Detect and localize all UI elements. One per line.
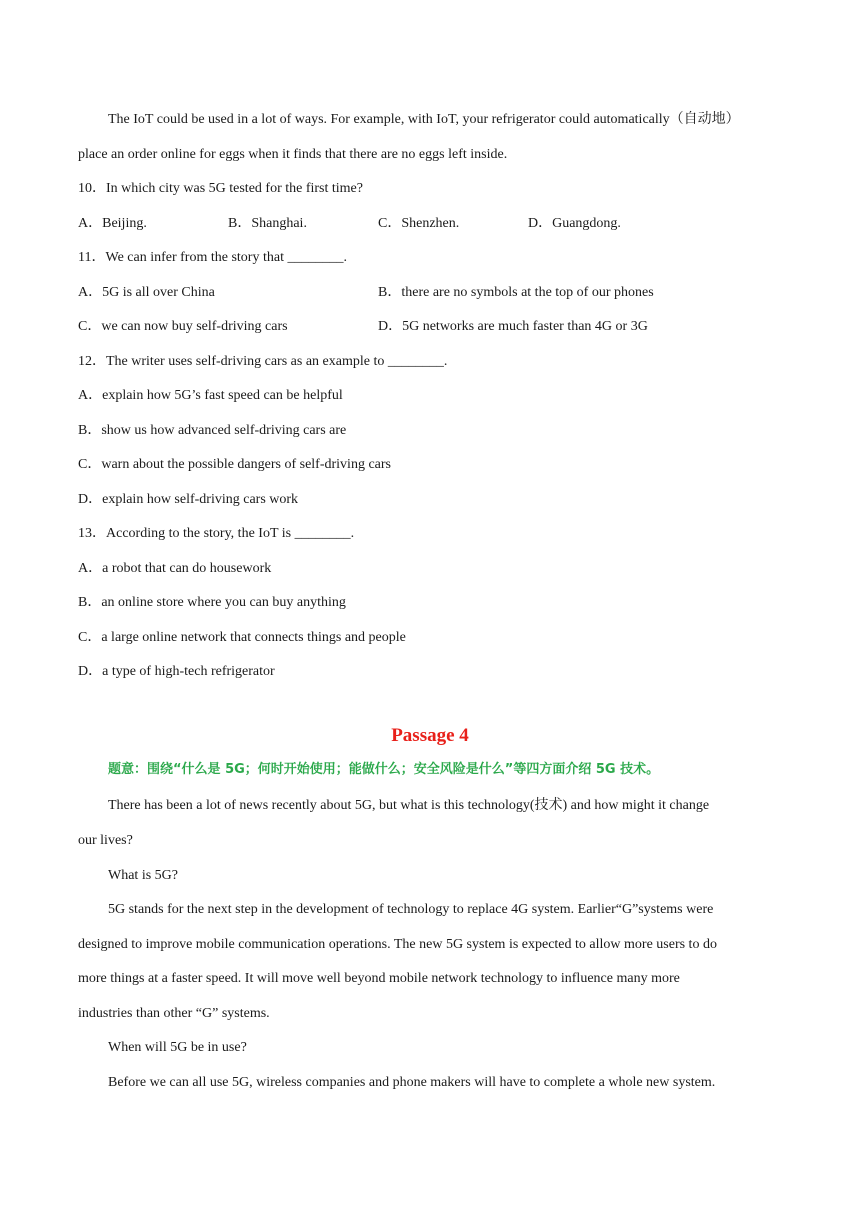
passage-text-line: place an order online for eggs when it finds that there are no eggs left inside. [78, 147, 508, 162]
question-12-option-a: A．explain how 5G’s fast speed can be helpful [78, 388, 343, 403]
question-12-stem: 12．The writer uses self-driving cars as an example to ________. [78, 354, 448, 369]
question-10-option-c: C．Shenzhen. [378, 216, 460, 231]
question-13-stem: 13．According to the story, the IoT is ________. [78, 526, 355, 541]
question-12-option-d: D．explain how self-driving cars work [78, 492, 299, 507]
question-10-option-b: B．Shanghai. [228, 216, 307, 231]
question-10-option-d: D．Guangdong. [528, 216, 621, 231]
passage-text-line: Before we can all use 5G, wireless companies and phone makers will have to complete a whole new system. [108, 1075, 716, 1090]
passage-title: Passage 4 [391, 725, 469, 746]
passage-text-line: designed to improve mobile communication operations. The new 5G system is expected to allow more users to do [78, 937, 717, 952]
question-10-stem: 10．In which city was 5G tested for the first time? [78, 181, 363, 196]
passage-summary: 题意：围绕“什么是 5G；何时开始使用；能做什么；安全风险是什么”等四方面介绍 5G 技术。 [108, 762, 660, 777]
question-12-option-b: B．show us how advanced self-driving cars are [78, 423, 347, 438]
question-10-option-a: A．Beijing. [78, 216, 147, 231]
passage-text-line: more things at a faster speed. It will move well beyond mobile network technology to influence many more [78, 971, 680, 986]
passage-text-line: 5G stands for the next step in the development of technology to replace 4G system. Earlier“G”systems were [108, 902, 714, 917]
passage-text-line: The IoT could be used in a lot of ways. For example, with IoT, your refrigerator could automatically（自动地） [108, 112, 740, 127]
question-11-option-a: A．5G is all over China [78, 285, 215, 300]
passage-text-line: There has been a lot of news recently about 5G, but what is this technology(技术) and how might it change [108, 798, 710, 813]
question-13-option-b: B．an online store where you can buy anything [78, 595, 346, 610]
question-12-option-c: C．warn about the possible dangers of self-driving cars [78, 457, 391, 472]
question-13-option-d: D．a type of high-tech refrigerator [78, 664, 275, 679]
passage-text-line: our lives? [78, 833, 133, 848]
question-11-option-c: C．we can now buy self-driving cars [78, 319, 288, 334]
question-13-option-a: A．a robot that can do housework [78, 561, 272, 576]
passage-text-line: industries than other “G” systems. [78, 1006, 270, 1021]
question-13-option-c: C．a large online network that connects things and people [78, 630, 406, 645]
question-11-option-b: B．there are no symbols at the top of our phones [378, 285, 654, 300]
passage-subheading: When will 5G be in use? [108, 1040, 247, 1055]
question-11-stem: 11．We can infer from the story that ________. [78, 250, 347, 265]
passage-subheading: What is 5G? [108, 868, 178, 883]
question-11-option-d: D．5G networks are much faster than 4G or 3G [378, 319, 648, 334]
